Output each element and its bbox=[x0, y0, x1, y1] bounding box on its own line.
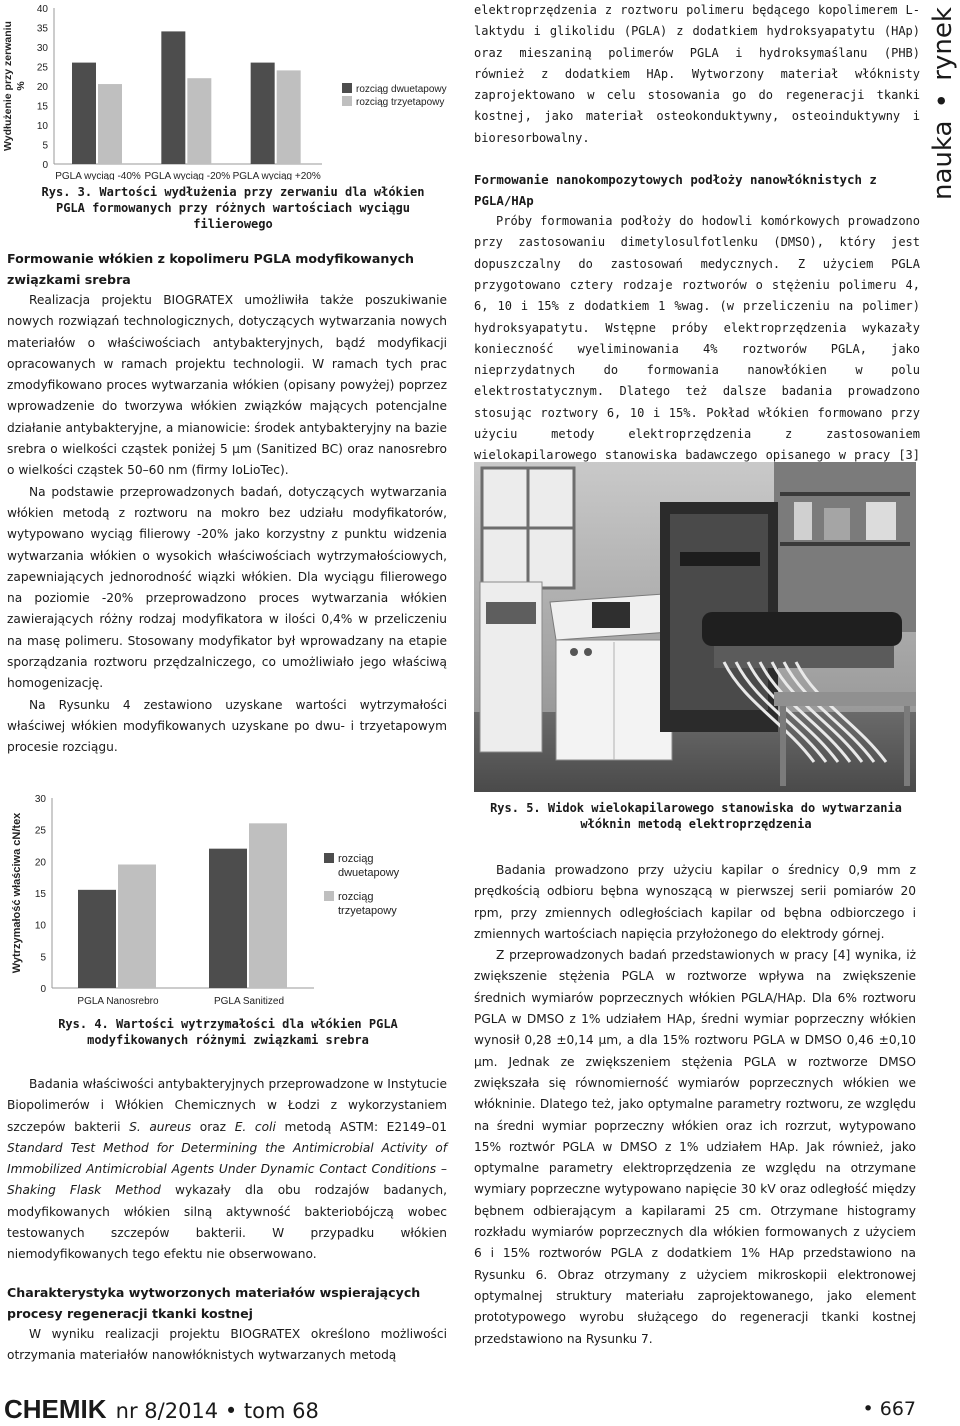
fig4-y-tick: 30 bbox=[34, 794, 46, 805]
fig4-y-label: Wytrzymałość właściwa cN/tex bbox=[11, 812, 23, 974]
figure4-caption-label: Rys. 4. bbox=[58, 1017, 109, 1031]
fig3-bar-2-1 bbox=[98, 84, 122, 164]
left-para5 bbox=[7, 1324, 447, 1367]
fig4-y-tick: 0 bbox=[40, 984, 46, 995]
fig4-legend-swatch bbox=[324, 853, 334, 863]
journal-brand: CHEMIK bbox=[4, 1394, 107, 1424]
left-para4 bbox=[7, 1074, 447, 1266]
fig4-legend-label: rozciąg dwuetapowy bbox=[338, 853, 400, 879]
footer-left bbox=[4, 1394, 424, 1426]
fig3-category-label: PGLA wyciąg -20% bbox=[144, 171, 231, 180]
right-section-heading: Formowanie nanokompozytowych podłoży nanowłóknistych z PGLA/HAp bbox=[474, 172, 877, 209]
fig4-y-tick: 25 bbox=[34, 825, 46, 837]
fig3-y-tick: 15 bbox=[36, 101, 48, 113]
right-para-a-text: Próby formowania podłoży do hodowli komórkowych prowadzono przy zastosowaniu dimetylosulfotlenku (DMSO), który jest dopuszczalny do zastosowań medycznych. Z użyciem PGLA przygotowano cztery rodzaje roztworów o stężeniu polimeru 4, 6, 10 i 15% z dodatkiem 1 %wag. (w przeliczeniu na polimer) hydroksyapatytu. Wstępne próby elektroprzędzenia wykazały konieczność wyeliminowania 4% roztworów PGLA, jako nieprzydatnych do formowania nanowłókien w polu elektrostatycznym. Dlatego też dalsze badania prowadzono stosując roztwory 6, 10 i 15%. Pokład włókien formowano przy użyciu metody elektroprzędzenia z zastosowaniem wielokapilarowego stanowiska badawczego opisanego w pracy [3] bbox=[474, 214, 920, 463]
fig4-y-tick: 15 bbox=[34, 889, 46, 900]
fig4-y-tick: 10 bbox=[34, 920, 46, 932]
fig3-y-tick: 10 bbox=[36, 121, 48, 132]
right-para-top: elektroprzędzenia z roztworu polimeru będącego kopolimerem L-laktydu i glikolidu (PGLA) z dodatkiem hydroksyapatytu (HAp) oraz mieszaniną polimerów PGLA i hydroksymaślanu (PHB) również z dodatkiem HAp. Wytworzony materiał włóknisty zaprojektowano w celu stosowania go do regeneracji tkanki kostnej, jako materiał osteokonduktywny, osteoinduktywny i bioresorbowalny. bbox=[474, 3, 920, 145]
fig3-legend-label: rozciąg trzyetapowy bbox=[356, 97, 445, 108]
fig4-category-label: PGLA Sanitized bbox=[213, 996, 285, 1007]
fig3-y-tick: 40 bbox=[36, 4, 48, 15]
fig3-bar-1-3 bbox=[251, 63, 275, 164]
right-bottom bbox=[474, 860, 916, 1350]
left-para3-text: Na Rysunku 4 zestawiono uzyskane wartości wytrzymałości właściwej włókien modyfikowanych uzyskane po dwu- i trzyetapowym procesie rozciągu. bbox=[7, 697, 447, 755]
left-para1 bbox=[7, 290, 447, 482]
electrospinning-station-image bbox=[474, 462, 916, 792]
fig3-bar-1-2 bbox=[161, 31, 185, 164]
fig4-bar-2-2 bbox=[249, 823, 287, 988]
left-para4-text-a: Badania właściwości antybakteryjnych przeprowadzone w Instytucie Biopolimerów i Włókien Chemicznych w Łodzi z wykorzystaniem szczepów bakterii bbox=[7, 1077, 447, 1134]
fig4-category-label: PGLA Nanosrebro bbox=[77, 996, 159, 1007]
fig4-bar-1-2 bbox=[209, 849, 247, 988]
fig3-bar-2-2 bbox=[187, 78, 211, 164]
left-para5-text: W wyniku realizacji projektu BIOGRATEX określono możliwości otrzymania materiałów nanowłóknistych wytwarzanych metodą bbox=[7, 1326, 447, 1362]
figure4-chart-svg bbox=[0, 786, 450, 1012]
figure3-chart bbox=[0, 0, 450, 180]
section-tag-part1: nauka bbox=[928, 120, 958, 200]
left-section1 bbox=[7, 248, 447, 759]
fig3-y-tick: 5 bbox=[42, 140, 48, 152]
figure3-caption-text: Wartości wydłużenia przy zerwaniu dla włókien PGLA formowanych przy różnych wartościach wyciągu filierowego bbox=[55, 185, 425, 231]
left-para2 bbox=[7, 482, 447, 695]
section-tag-part2: rynek bbox=[928, 7, 958, 81]
fig3-y-tick: 35 bbox=[36, 23, 48, 35]
right-para-a bbox=[474, 211, 920, 488]
right-para-b bbox=[474, 860, 916, 945]
footer-right bbox=[862, 1398, 916, 1420]
fig4-legend-swatch bbox=[324, 891, 334, 901]
left-bottom bbox=[7, 1074, 447, 1366]
figure5-caption bbox=[474, 800, 918, 832]
right-para-c bbox=[474, 945, 916, 1350]
left-para4-ecoli: E. coli bbox=[234, 1119, 276, 1134]
fig4-bar-1-1 bbox=[78, 890, 116, 988]
fig4-legend-label: rozciąg trzyetapowy bbox=[338, 891, 397, 917]
fig3-category-label: PGLA wyciąg +20% bbox=[232, 171, 321, 180]
section2-heading: Charakterystyka wytworzonych materiałów wspierających procesy regeneracji tkanki kostnej bbox=[7, 1284, 421, 1321]
fig3-bar-1-1 bbox=[72, 63, 96, 164]
figure3-chart-svg bbox=[0, 0, 450, 180]
fig3-y-tick: 30 bbox=[36, 43, 48, 54]
figure4-chart bbox=[0, 786, 450, 1012]
left-para4-saureus: S. aureus bbox=[129, 1119, 192, 1134]
left-para3 bbox=[7, 695, 447, 759]
left-para4-standard: Standard Test Method for Determining the Antimicrobial Activity of Immobilized Antimicrobial Agents Under Dynamic Contact Conditions – Shaking Flask Method bbox=[7, 1140, 447, 1198]
left-para4-text-c: metodą ASTM: E2149–01 bbox=[275, 1119, 447, 1134]
fig3-y-tick: 0 bbox=[42, 160, 48, 171]
fig4-y-tick: 20 bbox=[34, 857, 46, 869]
fig3-legend-swatch bbox=[342, 83, 352, 93]
figure4-caption bbox=[8, 1016, 448, 1048]
fig3-legend-label: rozciąg dwuetapowy bbox=[356, 84, 447, 95]
section-tag bbox=[924, 4, 958, 204]
left-para1-text: Realizacja projektu BIOGRATEX umożliwiła także poszukiwanie nowych rozwiązań technologicznych, dotyczących wytwarzania nowych materiałów o właściwościach antybakteryjnych, bądź modyfikacji opracowanych w ramach projektu technologii. W ramach tych prac zmodyfikowano proces wytwarzania włókien (opisany powyżej) poprzez wprowadzenie do tworzywa włókien związków mających potencjalne działanie antybakteryjne, a mianowicie: środek antybakteryjny na bazie srebra o wielkości cząstek poniżej 5 μm (Sanitized BC) oraz nanosrebro o wielkości cząstek 50–60 nm (firmy IoLioTec). bbox=[7, 293, 447, 478]
figure5-caption-label: Rys. 5. bbox=[490, 801, 541, 815]
figure5-photo bbox=[474, 462, 916, 792]
journal-issue: nr 8/2014 • tom 68 bbox=[115, 1399, 319, 1423]
page-number: • 667 bbox=[862, 1398, 916, 1420]
fig3-bar-2-3 bbox=[277, 70, 301, 164]
section-tag-svg bbox=[924, 4, 958, 204]
fig3-category-label: PGLA wyciąg -40% bbox=[55, 171, 141, 180]
section-tag-bullet: • bbox=[928, 92, 958, 109]
right-para-b-text: Badania prowadzono przy użyciu kapilar o średnicy 0,9 mm z prędkością odbioru bębna wynoszącą w pierwszej serii pomiarów 20 rpm, przy zmiennych odległościach kapilar od bębna odbiorczego i zmiennych wartościach napięcia przyłożonego do elektrody górnej. bbox=[474, 863, 916, 941]
svg-text:nauka • rynek bbox=[928, 7, 958, 200]
left-para2-text: Na podstawie przeprowadzonych badań, dotyczących wytwarzania włókien metodą z roztworu na mokro bez udziału modyfikatorów, wytypowano wyciąg filierowy -20% jako korzystny z punktu widzenia wytwarzania włókien o wysokich właściwościach wytrzymałościowych, zapewniających jednorodność wiązki włókien. Dla wyciągu filierowego na poziomie -20% przeprowadzono proces wytwarzania włókien zawierających różny rodzaj modyfikatora w ilości 0,4% w przeliczeniu na masę polimeru. Stosowany modyfikator był wprowadzany na etapie sporządzania roztworu przędzalniczego, co umożliwiało jego właściwą homogenizację. bbox=[7, 484, 447, 691]
right-top bbox=[474, 0, 920, 488]
left-para4-text-b: oraz bbox=[191, 1119, 235, 1134]
figure4-caption-text: Wartości wytrzymałości dla włókien PGLA modyfikowanych różnymi związkami srebra bbox=[87, 1017, 398, 1047]
right-para-c-text: Z przeprowadzonych badań przedstawionych w pracy [4] wynika, iż zwiększenie stężenia PGLA w roztworze wpływa na zwiększenie średnich wymiarów poprzecznych włókien PGLA/HAp. Dla 6% roztworu PGLA w DMSO z 1% udziałem HAp, średni wymiar poprzeczny włókien wynosił 0,28 ±0,14 μm, a dla 15% roztworu PGLA w DMSO 0,46 ±0,10 μm. Jednak ze zwiększeniem stężenia PGLA w roztworze DMSO zwiększała się równomierność wymiarów poprzecznych włókien we włókninie. Dlatego też, jako optymalne parametry roztworu, ze względu na średni wymiar poprzeczny włókien oraz ich rozrzut, wytypowano 15% roztwór PGLA w DMSO z 1% udziałem HAp. Jak również, jako optymalne parametry elektroprzędzenia ze względu na otrzymane wymiary poprzeczne wytypowano napięcie 30 kV oraz odległość między bębnem odbierającym a kapilarami 25 cm. Otrzymane histogramy rozkładu wymiarów poprzecznych dla włókien formowanych z użyciem 6 i 15% roztworów PGLA z dodatkiem 1% HAp przedstawiono na Rysunku 6. Obraz otrzymany z użyciem mikroskopii elektronowej optymalnej struktury materiału zaprojektowanego, jako element prototypowego wyrobu służącego do regeneracji tkanki kostnej przedstawiono na Rysunku 7. bbox=[474, 948, 916, 1346]
left-para4-text-d: wykazały dla obu rodzajów badanych, modyfikowanych włókien silną aktywność bakteriobójczą wobec testowanych szczepów bakterii. W przypadku włókien niemodyfikowanych tego efektu nie obserwowano. bbox=[7, 1183, 447, 1262]
figure3-caption-label: Rys. 3. bbox=[41, 185, 93, 199]
figure5-caption-text: Widok wielokapilarowego stanowiska do wytwarzania włóknin metodą elektroprzędzenia bbox=[547, 801, 902, 831]
figure3-caption bbox=[28, 184, 438, 232]
fig4-y-tick: 5 bbox=[40, 952, 46, 964]
section1-heading: Formowanie włókien z kopolimeru PGLA modyfikowanych związkami srebra bbox=[7, 251, 415, 287]
fig3-y-tick: 20 bbox=[36, 82, 48, 93]
fig3-y-tick: 25 bbox=[36, 62, 48, 74]
fig3-y-label: Wydłużenie przy zerwaniu% bbox=[2, 21, 27, 151]
fig4-bar-2-1 bbox=[118, 865, 156, 989]
fig3-legend-swatch bbox=[342, 96, 352, 106]
